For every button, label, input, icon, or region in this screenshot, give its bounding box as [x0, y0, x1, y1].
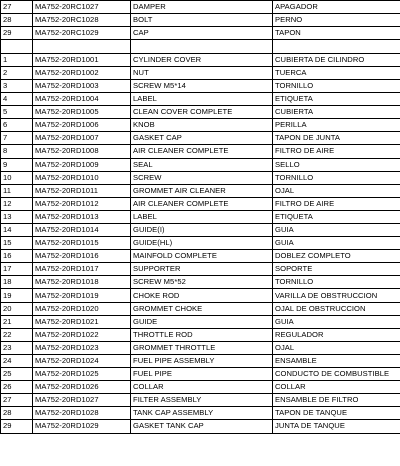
- table-row: [1, 289, 400, 302]
- english-description-cell: SCREW M5*52: [131, 276, 273, 289]
- table-row: [1, 210, 400, 223]
- table-row: [1, 132, 400, 145]
- spanish-description-cell: COLLAR: [273, 381, 400, 394]
- blank-cell: [33, 40, 131, 54]
- table-row: [1, 315, 400, 328]
- part-code-cell: MA752-20RD1019: [33, 289, 131, 302]
- spanish-description-cell: GUIA: [273, 237, 400, 250]
- english-description-cell: THROTTLE ROD: [131, 328, 273, 341]
- item-number-cell: 13: [1, 210, 33, 223]
- part-code-cell: MA752-20RD1023: [33, 341, 131, 354]
- part-code-cell: MA752-20RD1017: [33, 263, 131, 276]
- item-number-cell: 10: [1, 171, 33, 184]
- spanish-description-cell: PERILLA: [273, 119, 400, 132]
- table-row: [1, 341, 400, 354]
- english-description-cell: SCREW M5*14: [131, 79, 273, 92]
- item-number-cell: 11: [1, 184, 33, 197]
- table-row: [1, 263, 400, 276]
- english-description-cell: FUEL PIPE: [131, 368, 273, 381]
- spanish-description-cell: VARILLA DE OBSTRUCCION: [273, 289, 400, 302]
- part-code-cell: MA752-20RD1007: [33, 132, 131, 145]
- english-description-cell: GROMMET AIR CLEANER: [131, 184, 273, 197]
- part-code-cell: MA752-20RD1020: [33, 302, 131, 315]
- english-description-cell: SCREW: [131, 171, 273, 184]
- table-row: [1, 158, 400, 171]
- table-row: [1, 145, 400, 158]
- spanish-description-cell: CUBIERTA DE CILINDRO: [273, 53, 400, 66]
- part-code-cell: MA752-20RD1014: [33, 224, 131, 237]
- item-number-cell: 17: [1, 263, 33, 276]
- parts-table-body: [1, 1, 400, 434]
- part-code-cell: MA752-20RD1005: [33, 106, 131, 119]
- english-description-cell: GROMMET CHOKE: [131, 302, 273, 315]
- spanish-description-cell: CONDUCTO DE COMBUSTIBLE: [273, 368, 400, 381]
- english-description-cell: GUIDE(I): [131, 224, 273, 237]
- blank-cell: [131, 40, 273, 54]
- part-code-cell: MA752-20RC1027: [33, 1, 131, 14]
- table-row: [1, 184, 400, 197]
- table-row: [1, 368, 400, 381]
- english-description-cell: GUIDE: [131, 315, 273, 328]
- item-number-cell: 29: [1, 27, 33, 40]
- english-description-cell: MAINFOLD COMPLETE: [131, 250, 273, 263]
- item-number-cell: 18: [1, 276, 33, 289]
- english-description-cell: SEAL: [131, 158, 273, 171]
- item-number-cell: 20: [1, 302, 33, 315]
- part-code-cell: MA752-20RD1028: [33, 407, 131, 420]
- part-code-cell: MA752-20RD1018: [33, 276, 131, 289]
- english-description-cell: DAMPER: [131, 1, 273, 14]
- english-description-cell: FILTER ASSEMBLY: [131, 394, 273, 407]
- item-number-cell: 28: [1, 407, 33, 420]
- part-code-cell: MA752-20RD1009: [33, 158, 131, 171]
- table-row: [1, 14, 400, 27]
- part-code-cell: MA752-20RD1025: [33, 368, 131, 381]
- english-description-cell: AIR CLEANER COMPLETE: [131, 145, 273, 158]
- spanish-description-cell: SELLO: [273, 158, 400, 171]
- spanish-description-cell: APAGADOR: [273, 1, 400, 14]
- item-number-cell: 21: [1, 315, 33, 328]
- table-row: [1, 53, 400, 66]
- english-description-cell: LABEL: [131, 93, 273, 106]
- item-number-cell: 23: [1, 341, 33, 354]
- item-number-cell: 5: [1, 106, 33, 119]
- spanish-description-cell: SOPORTE: [273, 263, 400, 276]
- item-number-cell: 4: [1, 93, 33, 106]
- part-code-cell: MA752-20RC1028: [33, 14, 131, 27]
- spanish-description-cell: GUIA: [273, 315, 400, 328]
- part-code-cell: MA752-20RD1027: [33, 394, 131, 407]
- spanish-description-cell: OJAL DE OBSTRUCCION: [273, 302, 400, 315]
- item-number-cell: 16: [1, 250, 33, 263]
- table-row: [1, 276, 400, 289]
- spanish-description-cell: GUIA: [273, 224, 400, 237]
- spanish-description-cell: TAPON DE TANQUE: [273, 407, 400, 420]
- item-number-cell: 3: [1, 79, 33, 92]
- spanish-description-cell: CUBIERTA: [273, 106, 400, 119]
- part-code-cell: MA752-20RD1002: [33, 66, 131, 79]
- item-number-cell: 15: [1, 237, 33, 250]
- english-description-cell: COLLAR: [131, 381, 273, 394]
- english-description-cell: GASKET CAP: [131, 132, 273, 145]
- part-code-cell: MA752-20RD1010: [33, 171, 131, 184]
- part-code-cell: MA752-20RD1029: [33, 420, 131, 433]
- spanish-description-cell: FILTRO DE AIRE: [273, 197, 400, 210]
- item-number-cell: 29: [1, 420, 33, 433]
- spanish-description-cell: TORNILLO: [273, 276, 400, 289]
- part-code-cell: MA752-20RD1003: [33, 79, 131, 92]
- spanish-description-cell: PERNO: [273, 14, 400, 27]
- english-description-cell: GUIDE(HL): [131, 237, 273, 250]
- part-code-cell: MA752-20RD1011: [33, 184, 131, 197]
- english-description-cell: CYLINDER COVER: [131, 53, 273, 66]
- spanish-description-cell: TAPON DE JUNTA: [273, 132, 400, 145]
- english-description-cell: CHOKE ROD: [131, 289, 273, 302]
- table-row: [1, 93, 400, 106]
- table-row: [1, 171, 400, 184]
- item-number-cell: 27: [1, 1, 33, 14]
- table-row: [1, 197, 400, 210]
- spanish-description-cell: FILTRO DE AIRE: [273, 145, 400, 158]
- spanish-description-cell: TUERCA: [273, 66, 400, 79]
- part-code-cell: MA752-20RD1024: [33, 354, 131, 367]
- blank-cell: [1, 40, 33, 54]
- english-description-cell: CLEAN COVER COMPLETE: [131, 106, 273, 119]
- part-code-cell: MA752-20RD1012: [33, 197, 131, 210]
- spanish-description-cell: TAPON: [273, 27, 400, 40]
- spanish-description-cell: ETIQUETA: [273, 93, 400, 106]
- item-number-cell: 24: [1, 354, 33, 367]
- item-number-cell: 26: [1, 381, 33, 394]
- part-code-cell: MA752-20RD1026: [33, 381, 131, 394]
- table-row: [1, 381, 400, 394]
- spanish-description-cell: ENSAMBLE: [273, 354, 400, 367]
- english-description-cell: SUPPORTER: [131, 263, 273, 276]
- item-number-cell: 7: [1, 132, 33, 145]
- table-row: [1, 27, 400, 40]
- part-code-cell: MA752-20RD1021: [33, 315, 131, 328]
- item-number-cell: 27: [1, 394, 33, 407]
- item-number-cell: 6: [1, 119, 33, 132]
- table-row: [1, 224, 400, 237]
- english-description-cell: GROMMET THROTTLE: [131, 341, 273, 354]
- blank-separator-row: [1, 40, 400, 54]
- spanish-description-cell: TORNILLO: [273, 79, 400, 92]
- spanish-description-cell: OJAL: [273, 184, 400, 197]
- item-number-cell: 8: [1, 145, 33, 158]
- part-code-cell: MA752-20RD1008: [33, 145, 131, 158]
- item-number-cell: 19: [1, 289, 33, 302]
- english-description-cell: KNOB: [131, 119, 273, 132]
- item-number-cell: 14: [1, 224, 33, 237]
- english-description-cell: TANK CAP ASSEMBLY: [131, 407, 273, 420]
- part-code-cell: MA752-20RD1013: [33, 210, 131, 223]
- table-row: [1, 237, 400, 250]
- spanish-description-cell: OJAL: [273, 341, 400, 354]
- item-number-cell: 9: [1, 158, 33, 171]
- spanish-description-cell: ENSAMBLE DE FILTRO: [273, 394, 400, 407]
- english-description-cell: GASKET TANK CAP: [131, 420, 273, 433]
- spanish-description-cell: DOBLEZ COMPLETO: [273, 250, 400, 263]
- english-description-cell: BOLT: [131, 14, 273, 27]
- item-number-cell: 12: [1, 197, 33, 210]
- item-number-cell: 2: [1, 66, 33, 79]
- part-code-cell: MA752-20RD1006: [33, 119, 131, 132]
- table-row: [1, 420, 400, 433]
- table-row: [1, 354, 400, 367]
- table-row: [1, 328, 400, 341]
- table-row: [1, 407, 400, 420]
- english-description-cell: FUEL PIPE ASSEMBLY: [131, 354, 273, 367]
- english-description-cell: LABEL: [131, 210, 273, 223]
- table-row: [1, 250, 400, 263]
- part-code-cell: MA752-20RD1016: [33, 250, 131, 263]
- spanish-description-cell: ETIQUETA: [273, 210, 400, 223]
- item-number-cell: 25: [1, 368, 33, 381]
- table-row: [1, 66, 400, 79]
- table-row: [1, 302, 400, 315]
- part-code-cell: MA752-20RD1015: [33, 237, 131, 250]
- part-code-cell: MA752-20RD1022: [33, 328, 131, 341]
- english-description-cell: NUT: [131, 66, 273, 79]
- spanish-description-cell: JUNTA DE TANQUE: [273, 420, 400, 433]
- spanish-description-cell: TORNILLO: [273, 171, 400, 184]
- english-description-cell: AIR CLEANER COMPLETE: [131, 197, 273, 210]
- english-description-cell: CAP: [131, 27, 273, 40]
- spanish-description-cell: REGULADOR: [273, 328, 400, 341]
- table-row: [1, 119, 400, 132]
- table-row: [1, 106, 400, 119]
- part-code-cell: MA752-20RD1004: [33, 93, 131, 106]
- part-code-cell: MA752-20RD1001: [33, 53, 131, 66]
- table-row: [1, 1, 400, 14]
- item-number-cell: 22: [1, 328, 33, 341]
- table-row: [1, 394, 400, 407]
- item-number-cell: 28: [1, 14, 33, 27]
- part-code-cell: MA752-20RC1029: [33, 27, 131, 40]
- table-row: [1, 79, 400, 92]
- item-number-cell: 1: [1, 53, 33, 66]
- blank-cell: [273, 40, 400, 54]
